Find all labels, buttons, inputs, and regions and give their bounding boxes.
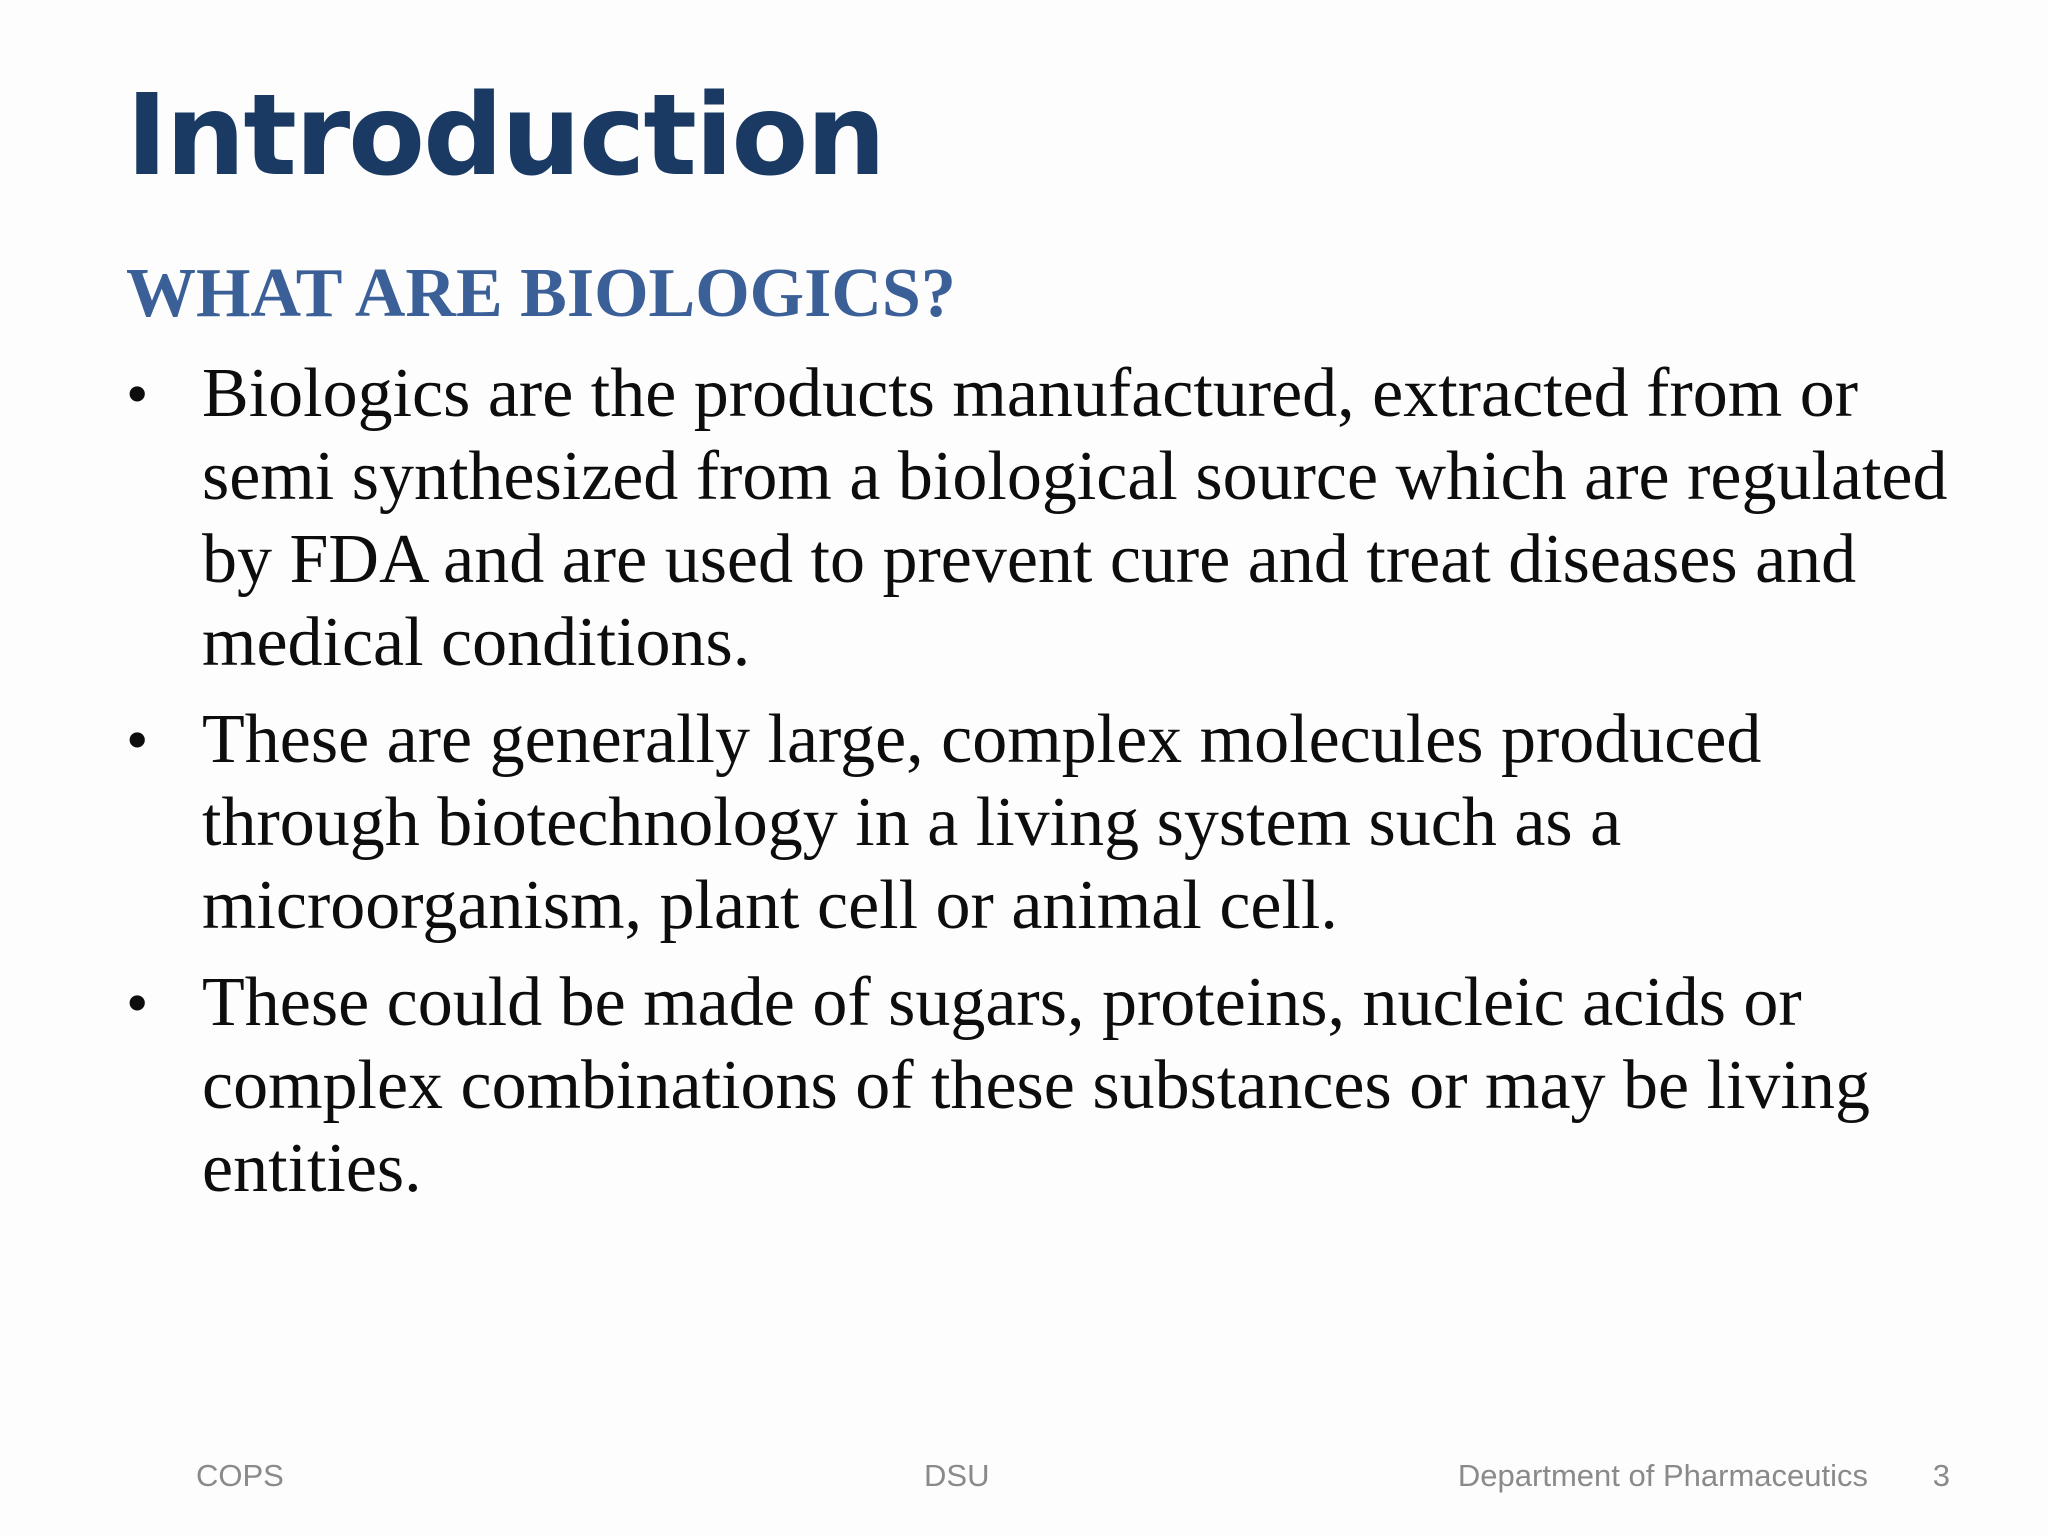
bullet-line: semi synthesized from a biological source which are regulated: [202, 438, 1948, 515]
bullet-marker: •: [126, 967, 149, 1038]
bullet-item: [126, 698, 2006, 947]
bullet-marker: •: [126, 704, 149, 775]
bullet-text: [202, 961, 2006, 1210]
bullet-text: [202, 352, 2006, 684]
slide-title: Introduction: [126, 71, 885, 201]
footer-center-text: DSU: [924, 1458, 990, 1493]
bullet-line: complex combinations of these substances or may be living: [202, 1047, 1870, 1124]
bullet-text: [202, 698, 2006, 947]
bullet-line: by FDA and are used to prevent cure and treat diseases and: [202, 521, 1857, 598]
page-number: 3: [1932, 1458, 1950, 1493]
bullet-line: These are generally large, complex molecules produced: [202, 701, 1762, 778]
bullet-list: [126, 352, 2006, 1224]
bullet-line: entities.: [202, 1130, 422, 1207]
footer-left-text: COPS: [196, 1458, 284, 1493]
bullet-item: [126, 961, 2006, 1210]
bullet-line: microorganism, plant cell or animal cell.: [202, 867, 1338, 944]
slide-subtitle: WHAT ARE BIOLOGICS?: [126, 255, 956, 332]
bullet-line: through biotechnology in a living system such as a: [202, 784, 1622, 861]
footer-department: Department of Pharmaceutics: [1457, 1458, 1868, 1493]
bullet-marker: •: [126, 358, 149, 429]
bullet-line: Biologics are the products manufactured, extracted from or: [202, 355, 1859, 432]
bullet-line: These could be made of sugars, proteins, nucleic acids or: [202, 964, 1802, 1041]
bullet-item: [126, 352, 2006, 684]
bullet-line: medical conditions.: [202, 604, 751, 681]
